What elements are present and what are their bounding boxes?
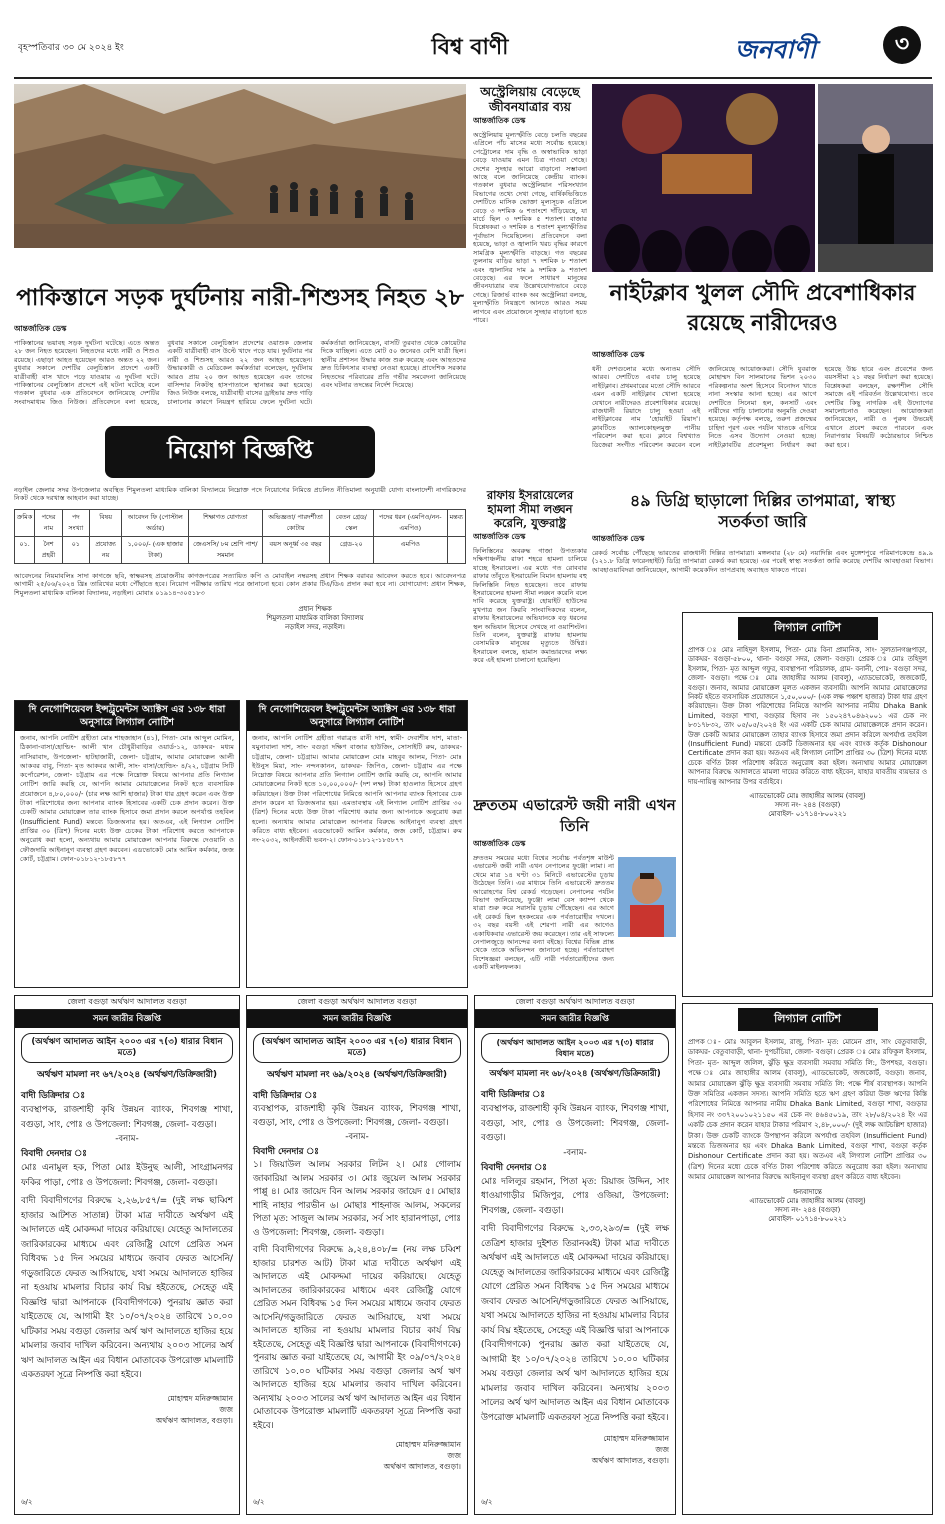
summon-court: জেলা বগুড়া অর্থঋণ আদালত বগুড়া — [15, 996, 239, 1010]
nightclub-photo-1 — [592, 84, 815, 272]
summon-notice-3 — [474, 995, 676, 1515]
climber-portrait — [618, 857, 676, 937]
pakistan-kicker: আন্তর্জাতিক ডেস্ক — [14, 324, 67, 333]
job-cell: নৈশ প্রহরী — [35, 536, 63, 563]
job-col-header: ক্রমিক — [15, 509, 35, 536]
judge-court: অর্থঋণ আদালত, বগুড়া। — [591, 1456, 669, 1465]
job-cell: ১,০০০/- (এক হাজার টাকা) — [122, 536, 189, 563]
job-col-header: পদ সংখ্যা — [62, 509, 89, 536]
job-cell: গ্রেড-২০ — [329, 536, 373, 563]
job-col-header: পদের ধরন (এমপিও/নন-এমপিও) — [373, 509, 447, 536]
judge-title: জজ — [219, 1404, 233, 1414]
job-col-header: বেতন গ্রেড/ স্কেল — [329, 509, 373, 536]
job-col-header: বিষয় — [89, 509, 122, 536]
signature-line: সদস্য নং- ২৪৪ (বগুড়া) — [774, 801, 841, 810]
summon-defendant: ১। জিয়াউল আলম সরকার লিটন ২। মোঃ গোলাম জাকারিয়া আলম সরকার ৩। মোঃ জুয়েল আলম সরকার পাপ্পু ৪। মোঃ জায়েদ বিন আলম সরকার জায়েদ ৫। মোছাঃ শাহি নাহার পারভীন ৬। মোছাঃ শাহনাজ আলম, সকলের পিতা মৃত: সাজুল আলম সরকার, সর্ব সাং হারানপাড়া, পোঃ ও উপজেলা: শিবগঞ্জ, জেলা- বগুড়া। — [253, 1160, 461, 1238]
delhi-article — [592, 490, 933, 608]
summon-versus: -বনাম- — [563, 1147, 587, 1158]
nightclub-crowd-illustration — [592, 84, 815, 272]
summon-body: বাদী বিবাদীগণের বিরুদ্ধে ৯,২৪,৪০৮/= (নয় লক্ষ চব্বিশ হাজার চারশত আট) টাকা মাত্র দাবীতে অর্থঋণ এই আদালতে এই মোকদ্দমা দায়ের করিয়াছে। যেহেতু আদালতের জারিকারকের মাধ্যমে এবং রেজিষ্ট্রি যোগে প্রেরিত সমন বিধিবদ্ধ ১৫ দিন সময়ের মাধ্যমে জবাব ফেরত আসেনি/গড়ুজারিতে ফেরত আসিয়াছে, যথা সময়ে আদালতে হাজির না হওয়ায় মামলার বিচার কার্য বিঘ্ন হইতেছে, সেহেতু এই বিজ্ঞপ্তি দ্বারা আপনাকে (বিবাদীগণকে) পুনরায় জ্ঞাত করা যাইতেছে যে, আগামী ইং ০৯/০৭/২০২৪ তারিখে ১০.০০ ঘটিকার সময় বগুড়া জেলার অর্থ ঋণ আদালতে হাজির হয়ে মামলার জবাব দাখিল করিবেন। অন্যথায় ২০০৩ সালের অর্থ ঋণ আদালত আইন এর বিধান মোতাবেক উপরোক্ত মামলাটি একতরফা সূত্রে নিষ্পত্তি করা হইবে। — [253, 1245, 461, 1431]
signature-line: ধন্যবাদান্তে — [793, 1187, 822, 1196]
everest-article — [473, 795, 676, 995]
job-notice-title: নিয়োগ বিজ্ঞপ্তি — [105, 426, 375, 478]
saudi-kicker: আন্তর্জাতিক ডেস্ক — [592, 350, 645, 359]
australia-headline: অস্ট্রেলিয়ায় বেড়েছে জীবনযাত্রার ব্যয় — [480, 84, 580, 114]
rafah-headline: রাফায় ইসরায়েলের হামলা সীমা লঙ্ঘন করেনি, যুক্তরাষ্ট্র — [486, 488, 574, 530]
summon-notice-2 — [246, 995, 468, 1515]
summon-defendant: মোঃ দলিলুর রহমান, পিতা মৃত: রিয়াজ উদ্দিন, সাং ধাওয়াগাড়ীর মিজিপুর, পোঃ ওজিয়া, উপজেলা: শিবগঞ্জ, জেলা- বগুড়া। — [481, 1176, 669, 1216]
job-cell: বয়স অনূর্ধ্ব ৩৫ বছর — [262, 536, 329, 563]
pakistan-body: পাকিস্তানের ভয়াবহ সড়ক দুর্ঘটনা ঘটেছে। এতে অন্তত ২৮ জন নিহত হয়েছেন। নিহতদের মধ্যে নারী ও শিশুও রয়েছে। এছাড়া আহত হয়েছেন আরও অন্তত ২২ জন। বুধবার সকালে দেশটির বেলুচিস্তান প্রদেশে একটি যাত্রীবাহী বাস খাদে পড়ে যাওয়ায় এ দুর্ঘটনা ঘটে। পাকিস্তানের বেলুচিস্তান প্রদেশে এই ঘটনা ঘটেছে বলে গতকাল বুধবার এক প্রতিবেদনে জানিয়েছে দেশটির সংবাদমাধ্যম জিও নিউজ। প্রতিবেদনে বলা হয়েছে, বুধবার সকালে বেলুচিস্তান প্রদেশের ওয়াশুক জেলায় একটি যাত্রীবাহী বাস উল্টে খাদে পড়ে যায়। দুর্ঘটনার পর নারী ও শিশুসহ আরও ২২ জন আহত হয়েছেন। উদ্ধারকারী ও মেডিকেল কর্মকর্তারা বলেছেন, দুর্ঘটনায় আরও প্রায় ২০ জন আহত হয়েছেন এবং তাদের বাসিন্দার নিকটস্থ হাসপাতালে স্থানান্তর করা হয়েছে। জিও নিউজ বলছে, যাত্রীবাহী বাসের ড্রাইভার দ্রুত গাড়ি চালানোর কারণে নিয়ন্ত্রণ হারিয়ে ফেলে দুর্ঘটনা ঘটে। কর্মকর্তারা জানিয়েছেন, বাসটি তুরবাত থেকে কোয়েটার দিকে যাচ্ছিল। এতে মোট ৫০ জনেরও বেশি যাত্রী ছিল। স্থানীয় প্রশাসন উদ্ধার কাজ শুরু করেছে এবং আহতদের দ্রুত চিকিৎসার ব্যবস্থা নেওয়া হয়েছে। প্রাদেশিক সরকার নিহতদের পরিবারের প্রতি গভীর সমবেদনা জানিয়েছে এবং ঘটনার তদন্তের নির্দেশ দিয়েছে। — [14, 339, 466, 406]
summon-body: বাদী বিবাদীগণের বিরুদ্ধে ২,২৬,৮৫৭/= (দুই লক্ষ ছাব্বিশ হাজার আটশত সাতান্ন) টাকা মাত্র দাবীতে অর্থঋণ এই আদালতে এই মোকদ্দমা দায়ের করিয়াছে। যেহেতু আদালতের জারিকারকের মাধ্যমে এবং রেজিষ্ট্রি যোগে প্রেরিত সমন বিধিবদ্ধ ১৫ দিন সময়ের মাধ্যমে জবাব ফেরত আসেনি/গড়ুজারিতে ফেরত আসিয়াছে, যথা সময়ে আদালতে হাজির না হওয়ায় মামলার বিচার কার্য বিঘ্ন হইতেছে, সেহেতু এই বিজ্ঞপ্তি দ্বারা আপনাকে (বিবাদীগণকে) পুনরায় জ্ঞাত করা যাইতেছে যে, আগামী ইং ১০/০৭/২০২৪ তারিখে ১০.০০ ঘটিকার সময় বগুড়া জেলার অর্থ ঋণ আদালতে হাজির হয়ে মামলার জবাব দাখিল করিবেন। অন্যথায় ২০০৩ সালের অর্থ ঋণ আদালত আইন এর বিধান মোতাবেক উপরোক্ত মামলাটি একতরফা সূত্রে নিষ্পত্তি করা হইবে। — [21, 1196, 233, 1380]
summon-notice-1 — [14, 995, 240, 1515]
legal-notice-a-body: জনাব, আপনি নোটিশ গ্রহীতা মোঃ শাহজাহান (৪১), পিতা- মোঃ আব্দুল মোমিন, ঠিকানা-বাসা/হোল্ডিং- আলী খান চৌধুরীবাড়ির ওয়ার্ড-১২, ডাকঘর- মধ্যম নাসিরাবাদ, উপজেলা- হাটহাজারী, জেলা- চট্টগ্রাম, আমার মোয়াক্কেল আলী আকবর বাবু, পিতা- মৃত আকবর আলী, সাং- বাসা/হোল্ডিং- ৪/২২, চট্টগ্রাম সিটি কর্পোরেশন, জেলা- চট্টগ্রাম এর পক্ষে নিম্নোক্ত বিষয়ে আপনার প্রতি লিগ্যাল নোটিশ জারি করছি যে, আপনি আমার মোয়াক্কেলের নিকট হতে ব্যবসায়িক প্রয়োজনে ৪,৮০,০০০/- (চার লক্ষ আশি হাজার) টাকা ধার গ্রহণ করেন এবং উক্ত টাকা পরিশোধের জন্য আপনার ব্যাংক হিসাবের একটি চেক প্রদান করেন। উক্ত চেকটি আমার মোয়াক্কেল তার ব্যাংক হিসাবে জমা প্রদান করলে অপর্যাপ্ত তহবিল (Insufficient Fund) মন্তব্যে ডিজঅনার হয়। অতএব, এই লিগ্যাল নোটিশ প্রাপ্তির ৩০ (ত্রিশ) দিনের মধ্যে উক্ত চেকের টাকা পরিশোধ করতে আপনাকে অনুরোধ করা হলো, অন্যথায় আমার মোয়াক্কেল আপনার বিরুদ্ধে দেওয়ানি ও ফৌজদারি আইনানুগ ব্যবস্থা গ্রহণ করবেন। এডভোকেট মোঃ আমিন কর্মকার, জজ কোর্ট, চট্টগ্রাম। ফোন-০১৮১২-১৮৫৮৭৭ — [20, 734, 234, 863]
job-col-header: শিক্ষাগত যোগ্যতা — [189, 509, 262, 536]
legal-notice-d-signature — [683, 1188, 932, 1224]
job-col-header: পদের নাম — [35, 509, 63, 536]
delhi-headline: ৪৯ ডিগ্রি ছাড়ালো দিল্লির তাপমাত্রা, স্বাস্থ্য সতর্কতা জারি — [629, 491, 896, 531]
summon-judge — [21, 1393, 233, 1426]
judge-name: মোহাম্মদ মনিরুজ্জামান — [603, 1434, 669, 1443]
summon-plaintiff-heading: বাদী ডিক্রিদার ঃ — [481, 1090, 545, 1100]
summon-defendant-heading: বিবাদী দেনদার ঃ — [21, 1149, 87, 1159]
everest-body: দ্রুততম সময়ের মধ্যে বিশ্বের সর্বোচ্চ পর্বতশৃঙ্গ মাউন্ট এভারেস্ট জয়ী নারী এখন নেপালের ফুঞ্জো লামা। না থেমে মাত্র ১৪ ঘণ্টা ৩১ মিনিটে এভারেস্টের চূড়ায় উঠেছেন তিনি। এর মাধ্যমে তিনি এভারেস্টে দ্রুততম আরোহণের বিশ্ব রেকর্ড গড়েছেন। নেপালের পর্যটন বিভাগ জানিয়েছে, ফুঞ্জো লামা বেস ক্যাম্প থেকে যাত্রা শুরু করে সরাসরি চূড়ায় পৌঁছেছেন। এর আগে এই রেকর্ড ছিল হংকংয়ের এক পর্বতারোহীর দখলে। ৩২ বছর বয়সী এই শেরপা নারী এর আগেও একাধিকবার এভারেস্ট জয় করেছেন। তার এই সাফল্যে নেপালজুড়ে আনন্দের বন্যা বইছে। বিশ্বের বিভিন্ন প্রান্ত থেকে তাকে অভিনন্দন জানানো হচ্ছে। পর্বতারোহণ বিশেষজ্ঞরা বলছেন, এটি নারী পর্বতারোহীদের জন্য একটি মাইলফলক। — [473, 854, 614, 972]
australia-kicker: আন্তর্জাতিক ডেস্ক — [473, 116, 526, 125]
section-title: বিশ্ব বাণী — [431, 34, 509, 60]
job-notice-footer: আবেদনের নিয়মাবলিঃ সাদা কাগজে ছবি, স্বাক্ষরসহ প্রয়োজনীয় কাগজপত্রের সত্যায়িত কপি ও মোবাইল নম্বরসহ প্রধান শিক্ষক বরাবর আবেদন করতে হবে। আবেদনপত্র আগামী ২৫/০৬/২০২৪ খ্রিঃ তারিখের মধ্যে পৌঁছাতে হবে। নিয়োগ পরীক্ষার তারিখ পরে জানানো হবে। কোন প্রকার টিএ/ডিএ প্রদান করা হবে না। যোগাযোগ: প্রধান শিক্ষক, শিমুলতলা মাধ্যমিক বালিকা বিদ্যালয়, নড়াইল। মোবাঃ ০১৯১৪-৩০৫১৮৩ — [14, 571, 466, 597]
everest-climber-photo — [618, 857, 676, 937]
job-cell: জেএসসি/ ৮ম শ্রেণি পাশ/ সমমান — [189, 536, 262, 563]
job-cell: প্রযোজ্য নয় — [89, 536, 122, 563]
delhi-body: রেকর্ড সর্বোচ্চ পৌঁছেছে ভারতের রাজধানী দিল্লির তাপমাত্রা। মঙ্গলবার (২৮ মে) নয়াদিল্লি এবং মুঙ্গেশপুরে পরিমাপকেন্দ্রে ৪৯.৯ (১২১.৮ ডিগ্রি ফারেনহাইট) ডিগ্রি তাপমাত্রা রেকর্ড করা হয়েছে। এর পরেই স্বাস্থ্য সতর্কতা জারি করেছে দেশটির আবহাওয়া বিভাগ। আবহাওয়াবিদরা জানিয়েছেন, আগামী কয়েকদিন তাপপ্রবাহ অব্যাহত থাকতে পারে। — [592, 549, 933, 574]
legal-notice-c-body: প্রাপক ঃ মোঃ নাহিদুল ইসলাম, পিতা- মোঃ বিনা প্রামানিক, সাং- সুলতানগঞ্জপাড়া, ডাকঘর- বগুড়া-৫৮০০, থানা- বগুড়া সদর, জেলা- বগুড়া। প্রেরক ঃ মোঃ তহিদুল ইসলাম, পিতা- মৃত আব্দুল গফুর, ব্যবস্থাপনা পরিচালক, গ্রাম- বনানী, পোঃ- বগুড়া সদর, জেলা- বগুড়া। পক্ষে ঃ মোঃ জাহাঙ্গীর আলম (বাবলু), এ্যাডভোকেট, জজকোর্ট, বগুড়া। জনাব, আমার মোয়াক্কেল মূলত একজন ব্যবসায়ী। আপনি আমার মোয়াক্কেলের নিকট হইতে ব্যবসায়িক প্রয়োজনে ১,৫০,০০০/- (এক লক্ষ পঞ্চাশ হাজার) টাকা ধার গ্রহণ করিয়াছেন। উক্ত টাকা পরিশোধের নিমিত্তে আপনি আপনার নামীয় Dhaka Bank Limited, বগুড়া শাখা, বগুড়ার হিসাব নং ১৫০২৪৭০৪৬২০০১ এর চেক নং ৮৩১৭৮৩২, তাং ০৫/০৫/২০২৪ ইং এর একটি চেক আমার মোয়াক্কেলকে প্রদান করেন। উক্ত চেকটি আমার মোয়াক্কেল তাহার ব্যাংক হিসাবে জমা প্রদান করিলে অপর্যাপ্ত তহবিল (Insufficient Fund) মন্তব্যে চেকটি ডিজঅনার হয় এবং ব্যাংক কর্তৃক Dishonour Certificate প্রদান করা হয়। অতএব এই লিগ্যাল নোটিশ প্রাপ্তির ৩০ (ত্রিশ) দিনের মধ্যে চেকে বর্ণিত টাকা পরিশোধ করিতে অনুরোধ করা হইল। অন্যথায় আমার মোয়াক্কেল আপনার বিরুদ্ধে আদালতে মামলা দায়ের করিতে বাধ্য হইবেন, যাহার যাবতীয় ব্যয়ভার ও দায়-দায়িত্ব আপনার উপর বর্তাইবে। — [688, 646, 927, 786]
pakistan-headline: পাকিস্তানে সড়ক দুর্ঘটনায় নারী-শিশুসহ নিহত ২৮ — [16, 284, 464, 311]
job-table-row — [15, 536, 466, 563]
summon-plaintiff-heading: বাদী ডিক্রিদার ঃ — [21, 1091, 85, 1101]
legal-notice-b — [246, 700, 468, 988]
signature-line: মোবাইল- ০১৭১৪-৮০০২২১ — [768, 810, 847, 819]
everest-kicker: আন্তর্জাতিক ডেস্ক — [473, 839, 526, 848]
job-notice-signature — [164, 605, 466, 632]
signature-line: প্রধান শিক্ষক — [298, 605, 332, 614]
accident-scene-illustration — [14, 84, 466, 248]
summon-versus: -বনাম- — [115, 1134, 139, 1144]
legal-notice-c — [682, 612, 933, 997]
rafah-body: ফিলিস্তিনের অবরুদ্ধ গাজা উপত্যকার দক্ষিণাঞ্চলীয় রাফা শহরে হামলা চালিয়ে যাচ্ছে ইসরায়েল। এর মধ্যে গত রোববার রাফার তাঁবুতে ইসরায়েলি বিমান হামলায় বহু ফিলিস্তিনি নিহত হয়েছেন। তবে রাফায় ইসরায়েলের হামলা সীমা লঙ্ঘন করেনি বলে দাবি করেছে যুক্তরাষ্ট্র। হোয়াইট হাউসের মুখপাত্র জন কিরবি সাংবাদিকদের বলেন, রাফায় ইসরায়েলের অভিযানকে বড় ধরনের স্থল অভিযান হিসেবে দেখছে না ওয়াশিংটন। তিনি বলেন, যুক্তরাষ্ট্র রাফায় হামলায় বেসামরিক মানুষের মৃত্যুতে উদ্বিগ্ন। ইসরায়েল বলছে, হামাস কমান্ডারদের লক্ষ্য করে এই হামলা চালানো হয়েছিল। — [473, 547, 587, 665]
nightclub-photo-2 — [818, 84, 933, 272]
summon-law: (অর্থঋণ আদালত আইন ২০০৩ এর ৭(৩) ধারার বিধান মতে) — [481, 1033, 669, 1063]
summon-code: ৬/২ — [481, 1498, 493, 1506]
masthead — [0, 0, 945, 82]
job-col-header: অভিজ্ঞতা/ পারদর্শীতা কোটায় — [262, 509, 329, 536]
judge-name: মোহাম্মদ মনিরুজ্জামান — [395, 1440, 461, 1449]
job-cell: ০১. — [15, 536, 35, 563]
delhi-kicker: আন্তর্জাতিক ডেস্ক — [592, 534, 645, 543]
judge-court: অর্থঋণ আদালত, বগুড়া। — [155, 1415, 233, 1425]
everest-headline: দ্রুততম এভারেস্ট জয়ী নারী এখন তিনি — [473, 796, 676, 835]
summon-case: অর্থঋণ মামলা নং ৬৮/২০২৪ (অর্থঋণ/ডিক্রিজারী) — [489, 1068, 661, 1078]
summon-plaintiff: ব্যবস্থাপক, রাজশাহী কৃষি উন্নয়ন ব্যাংক, শিবগঞ্জ শাখা, বগুড়া, সাং, পোঃ ও উপজেলা: শিবগঞ্জ, জেলা- বগুড়া। — [253, 1104, 461, 1128]
signature-line: নড়াইল সদর, নড়াইল। — [285, 623, 345, 632]
signature-line: সদস্য নং- ২৪৪ (বগুড়া) — [774, 1205, 841, 1214]
pakistan-accident-photo — [14, 84, 466, 248]
masthead-rule — [14, 77, 932, 79]
australia-body: অস্ট্রেলিয়ায় মূল্যস্ফীতি বেড়ে চলতি বছরের এপ্রিলে পাঁচ মাসের মধ্যে সর্বোচ্চ হয়েছে। পেট্রোলের দাম বৃদ্ধি ও অস্বাভাবিক ভাড়া বেড়ে যাওয়ায় এমন চিত্র পাওয়া গেছে। দেশের সুদহার আরো বাড়ানো সম্ভাবনা আছে বলে জানিয়েছে কেন্দ্রীয় ব্যাংক। গতকাল বুধবার অস্ট্রেলিয়ান পরিসংখ্যান বিভাগের তথ্যে দেখা গেছে, বার্ষিকভিত্তিতে দেশটিতে মাসিক ভোক্তা মূল্যসূচক এপ্রিলে বেড়ে ৩ দশমিক ৬ শতাংশে দাঁড়িয়েছে, যা মার্চে ছিল ৩ দশমিক ৫ শতাংশ। বাজার বিশ্লেষকরা ৩ দশমিক ৪ শতাংশ মূল্যস্ফীতির পূর্বাভাস দিয়েছিলেন। প্রতিবেদনে বলা হয়েছে, ভাড়া ও জ্বালানি খরচ বৃদ্ধির কারণে সামগ্রিক মূল্যস্ফীতি বাড়ছে। গত বছরের তুলনায় বাড়ির ভাড়া ৭ দশমিক ৮ শতাংশ এবং জ্বালানির দাম ৯ দশমিক ৯ শতাংশ বেড়েছে। এর ফলে সাধারণ মানুষের জীবনযাত্রার ব্যয় উল্লেখযোগ্যভাবে বেড়ে গেছে। রিজার্ভ ব্যাংক অব অস্ট্রেলিয়া বলছে, মূল্যস্ফীতি নিয়ন্ত্রণে আনতে আরও সময় লাগবে এবং প্রয়োজনে সুদহার বাড়ানো হতে পারে। — [473, 131, 587, 324]
judge-title: জজ — [447, 1451, 461, 1460]
legal-notice-c-title: লিগ্যাল নোটিশ — [738, 617, 878, 640]
judge-court: অর্থঋণ আদালত, বগুড়া। — [383, 1462, 461, 1471]
judge-title: জজ — [655, 1445, 669, 1454]
legal-notice-d-title: লিগ্যাল নোটিশ — [738, 1008, 878, 1031]
legal-notice-d — [682, 1003, 933, 1515]
summon-body: বাদী বিবাদীগণের বিরুদ্ধে ২,৩৩,২৯৩/= (দুই লক্ষ তেত্রিশ হাজার দুইশত তিরানব্বই) টাকা মাত্র দাবীতে অর্থঋণ এই আদালতে এই মোকদ্দমা দায়ের করিয়াছে। যেহেতু আদালতের জারিকারকের মাধ্যমে এবং রেজিষ্ট্রি যোগে প্রেরিত সমন বিধিবদ্ধ ১৫ দিন সময়ের মাধ্যমে জবাব ফেরত আসেনি/গড়ুজারিতে ফেরত আসিয়াছে, যথা সময়ে আদালতে হাজির না হওয়ায় মামলার বিচার কার্য বিঘ্ন হইতেছে, সেহেতু এই বিজ্ঞপ্তি দ্বারা আপনাকে (বিবাদীগণকে) পুনরায় জ্ঞাত করা যাইতেছে যে, আগামী ইং ১০/০৭/২০২৪ তারিখে ১০.০০ ঘটিকার সময় বগুড়া জেলার অর্থ ঋণ আদালতে হাজির হয়ে মামলার জবাব দাখিল করিবেন। অন্যথায় ২০০৩ সালের অর্থ ঋণ আদালত আইন এর বিধান মোতাবেক উপরোক্ত মামলাটি একতরফা সূত্রে নিষ্পত্তি করা হইবে। — [481, 1224, 669, 1423]
rafah-article — [473, 488, 587, 788]
rafah-kicker: আন্তর্জাতিক ডেস্ক — [473, 532, 526, 541]
legal-notice-a-title: দি নেগোশিয়েবল ইন্সট্রুমেন্টস অ্যাক্টস এর ১৩৮ ধারা অনুসারে লিগ্যাল নোটিশ — [15, 701, 239, 731]
logo-text: জনবাণী — [735, 35, 816, 64]
legal-notice-b-title: দি নেগোশিয়েবল ইন্সট্রুমেন্টস অ্যাক্টস এর ১৩৮ ধারা অনুসারে লিগ্যাল নোটিশ — [247, 701, 467, 731]
summon-versus: -বনাম- — [345, 1132, 369, 1142]
summon-case: অর্থঋণ মামলা নং ৬৭/২০২৪ (অর্থঋণ/ডিক্রিজারী) — [37, 1070, 217, 1080]
summon-defendant: মোঃ এনামুল হক, পিতা মোঃ ইউনুছ আলী, সাংগ্রামনগর ফকির পাড়া, পোঃ ও উপজেলা: শিবগঞ্জ, জেলা- বগুড়া। — [21, 1163, 233, 1188]
summon-title: সমন জারীর বিজ্ঞপ্তি — [247, 1010, 467, 1028]
legal-notice-d-body: প্রাপক ঃ- মোঃ আবুলন ইসলাম, রাজু, পিতা- মৃত: মোমেন প্রাং, সাং বেতুবাবাড়ী, ডাকঘর- বেতুবাবাড়ী, থানা- দুপচাঁচিয়া, জেলা- বগুড়া। প্রেরক ঃ মোঃ রফিকুল ইসলাম, পিতা- মৃত- আব্দুল জলিল, ঝুঁড়ি ক্ষুদ্র ব্যবসায়ী সমবায় সমিতি লি:, উপশহর, বগুড়া। পক্ষে ঃ মোঃ জাহাঙ্গীর আলম (বাবলু), এ্যাডভোকেট, জজকোর্ট, বগুড়া। জনাব, আমার মোয়াক্কেল ঝুঁড়ি ক্ষুদ্র ব্যবসায়ী সমবায় সমিতি লি: পক্ষে শীর্ষ ব্যবস্থাপক। আপনি উক্ত সমিতির একজন সদস্য। আপনি সমিতি হতে ঋণ গ্রহণ করিয়া উক্ত ঋণের কিস্তি পরিশোধের নিমিত্তে আপনার নামীয় Dhaka Bank Limited, বগুড়া শাখা, বগুড়ার হিসাব নং ৩৩৭২০০১০২১১৫০ এর চেক নং ৪৬৪৫০১৯, তাং ২৮/০৪/২০২৪ ইং এর একটি চেক প্রদান করেন যাহার টাকার পরিমাণ ২,৪৮,০০০/- (দুই লক্ষ আটচল্লিশ হাজার) টাকা। উক্ত চেকটি ব্যাংকে উপস্থাপন করিলে অপর্যাপ্ত তহবিল (Insufficient Fund) মন্তব্যে ডিজঅনার হয় এবং Dhaka Bank Limited, বগুড়া শাখা, বগুড়া কর্তৃক Dishonour Certificate প্রদান করা হয়। অতএব এই লিগ্যাল নোটিশ প্রাপ্তির ৩০ (ত্রিশ) দিনের মধ্যে চেকে বর্ণিত টাকা পরিশোধ করিতে অনুরোধ করা হইল। অন্যথায় আমার মোয়াক্কেল আপনার বিরুদ্ধে আইনানুগ ব্যবস্থা গ্রহণ করিতে বাধ্য হইবেন। — [688, 1038, 927, 1182]
job-cell: ০১ — [62, 536, 89, 563]
summon-code: ৬/২ — [21, 1498, 33, 1506]
job-table — [14, 509, 466, 564]
signature-line: মোবাইল- ০১৭১৪-৮০০২২১ — [768, 1214, 847, 1223]
job-cell — [447, 536, 465, 563]
legal-notice-b-body: জনাব, আপনি নোটিশ গ্রহীতা গরাব্রত রানী দাশ, স্বামী- দেবাশীষ দাশ, মাতা- যমুনাবালা দাশ, সাং- বগুড়া দক্ষিণ বাজার হাউজিং, সোসাইটি রুম, ডাকঘর- চট্টগ্রাম, জেলা- চট্টগ্রাম। আমার মোয়াক্কেল মোঃ মাহবুব আলম, পিতা- মোঃ ইউনুস মিয়া, সাং- নন্দনকানন, ডাকঘর- জিপিও, জেলা- চট্টগ্রাম এর পক্ষে নিম্নোক্ত বিষয়ে আপনার প্রতি লিগ্যাল নোটিশ জারি করছি যে, আপনি আমার মোয়াক্কেলের নিকট হতে ১০,০০,০০০/- (দশ লক্ষ) টাকা হাওলাত হিসেবে গ্রহণ করিয়াছেন। উক্ত টাকা পরিশোধের নিমিত্তে আপনি আপনার ব্যাংক হিসাবের চেক প্রদান করেন যা ডিজঅনার হয়। এমতাবস্থায় এই লিগ্যাল নোটিশ প্রাপ্তির ৩০ (ত্রিশ) দিনের মধ্যে উক্ত টাকা পরিশোধ করার জন্য আপনাকে অনুরোধ করা হলো। অন্যথায় আমার মোয়াক্কেল আপনার বিরুদ্ধে আইনানুগ ব্যবস্থা গ্রহণ করিতে বাধ্য হইবেন। এডভোকেট আমিন কর্মকার, জজ কোর্ট, চট্টগ্রাম। রুম নং-২০৩২, আইনজীবী ভবন-২। ফোন-০১৮১২-১৮৫৮৭৭ — [252, 734, 462, 845]
legal-notice-c-signature — [683, 792, 932, 819]
page-number: ৩ — [883, 26, 921, 64]
summon-code: ৬/২ — [253, 1498, 265, 1506]
signature-line: শিমুলতলা মাধ্যমিক বালিকা বিদ্যালয় — [266, 614, 364, 623]
newspaper-logo — [735, 26, 925, 68]
summon-defendant-heading: বিবাদী দেনদার ঃ — [481, 1162, 547, 1173]
summon-court: জেলা বগুড়া অর্থঋণ আদালত বগুড়া — [247, 996, 467, 1010]
summon-judge — [253, 1439, 461, 1472]
legal-notice-a — [14, 700, 240, 988]
summon-title: সমন জারীর বিজ্ঞপ্তি — [475, 1010, 675, 1028]
summon-plaintiff: ব্যবস্থাপক, রাজশাহী কৃষি উন্নয়ন ব্যাংক, শিবগঞ্জ শাখা, বগুড়া, সাং, পোঃ ও উপজেলা: শিবগঞ্জ, জেলা- বগুড়া। — [21, 1105, 233, 1130]
saudi-body: ধনী দেশগুলোর মধ্যে অন্যতম সৌদি আরব। দেশটিতে এবার চালু হয়েছে নাইটক্লাব। প্রথমবারের মতো সৌদি আরবে এমন একটি নাইটক্লাব খোলা হয়েছে যেখানে নারীদেরও প্রবেশাধিকার রয়েছে। রাজধানী রিয়াদে চালু হওয়া এই নাইটক্লাবের নাম 'হোয়াইট রিয়াদ'। ক্লাবটিতে অ্যালকোহলমুক্ত পানীয় পরিবেশন করা হবে। ক্লাবে বিশ্বখ্যাত ডিজেরা সংগীত পরিবেশন করবেন বলে জানিয়েছে আয়োজকরা। সৌদি যুবরাজ মোহাম্মদ বিন সালমানের ভিশন ২০৩০ পরিকল্পনার অংশ হিসেবে বিনোদন খাতে নানা সংস্কার আনা হচ্ছে। এর আগে দেশটিতে সিনেমা হল, কনসার্ট এবং নারীদের গাড়ি চালানোর অনুমতি দেওয়া হয়েছে। কর্তৃপক্ষ বলছে, তরুণ প্রজন্মের চাহিদা পূরণ এবং পর্যটন খাতকে এগিয়ে নিতে এসব উদ্যোগ নেওয়া হচ্ছে। নাইটক্লাবটির প্রবেশমূল্য নির্ধারণ করা হয়েছে উচ্চ হারে এবং প্রবেশের জন্য বয়সসীমা ২১ বছর নির্ধারণ করা হয়েছে। বিশ্লেষকরা বলছেন, রক্ষণশীল সৌদি সমাজে এই পরিবর্তন উল্লেখযোগ্য। তবে দেশটির কিছু নাগরিক এই উদ্যোগের সমালোচনাও করেছেন। আয়োজকরা জানিয়েছেন, নারী ও পুরুষ উভয়েই এখানে প্রবেশ করতে পারবেন এবং নিরাপত্তার বিষয়টি কঠোরভাবে নিশ্চিত করা হবে। — [592, 365, 933, 449]
summon-law: (অর্থঋণ আদালত আইন ২০০৩ এর ৭(৩) ধারার বিধান মতে) — [21, 1033, 233, 1063]
summon-plaintiff: ব্যবস্থাপক, রাজশাহী কৃষি উন্নয়ন ব্যাংক, শিবগঞ্জ শাখা, বগুড়া, সাং, পোঃ ও উপজেলা: শিবগঞ্জ, জেলা- বগুড়া। — [481, 1104, 669, 1143]
pakistan-article — [14, 322, 466, 414]
job-cell: এমপিও — [373, 536, 447, 563]
job-table-header — [15, 509, 466, 536]
job-col-header: মন্তব্য — [447, 509, 465, 536]
job-col-header: আবেদন ফি (পোস্টাল অর্ডার) — [122, 509, 189, 536]
summon-case: অর্থঋণ মামলা নং ৬৯/২০২৪ (অর্থঋণ/ডিক্রিজারী) — [267, 1070, 447, 1080]
summon-defendant-heading: বিবাদী দেনদার ঃ — [253, 1147, 319, 1157]
saudi-article — [592, 348, 933, 486]
signature-line: এ্যাডভোকেট মোঃ জাহাঙ্গীর আলম (বাবলু) — [749, 1196, 866, 1205]
nightclub-woman-illustration — [818, 84, 933, 272]
judge-name: মোহাম্মদ মনিরুজ্জামান — [167, 1393, 233, 1403]
summon-law: (অর্থঋণ আদালত আইন ২০০৩ এর ৭(৩) ধারার বিধান মতে) — [253, 1033, 461, 1063]
summon-plaintiff-heading: বাদী ডিক্রিদার ঃ — [253, 1091, 317, 1101]
signature-line: এ্যাডভোকেট মোঃ জাহাঙ্গীর আলম (বাবলু) — [749, 792, 866, 801]
job-notice — [14, 416, 466, 696]
issue-date: বৃহস্পতিবার ৩০ মে ২০২৪ ইং — [18, 43, 124, 53]
summon-judge — [481, 1433, 669, 1466]
summon-title: সমন জারীর বিজ্ঞপ্তি — [15, 1010, 239, 1028]
job-notice-intro: নড়াইল জেলার সদর উপজেলার অবস্থিত শিমুলতলা মাধ্যমিক বালিকা বিদ্যালয়ে নিম্নোক্ত পদে নিয়োগের নিমিত্তে প্রচলিত নীতিমালা অনুযায়ী যোগ্য বাংলাদেশী নাগরিকদের নিকট থেকে দরখাস্ত আহবান করা যাচ্ছে। — [14, 486, 466, 503]
saudi-headline: নাইটক্লাব খুলল সৌদি প্রবেশাধিকার রয়েছে নারীদেরও — [609, 280, 916, 336]
australia-article — [473, 84, 587, 484]
summon-court: জেলা বগুড়া অর্থঋণ আদালত বগুড়া — [475, 996, 675, 1010]
